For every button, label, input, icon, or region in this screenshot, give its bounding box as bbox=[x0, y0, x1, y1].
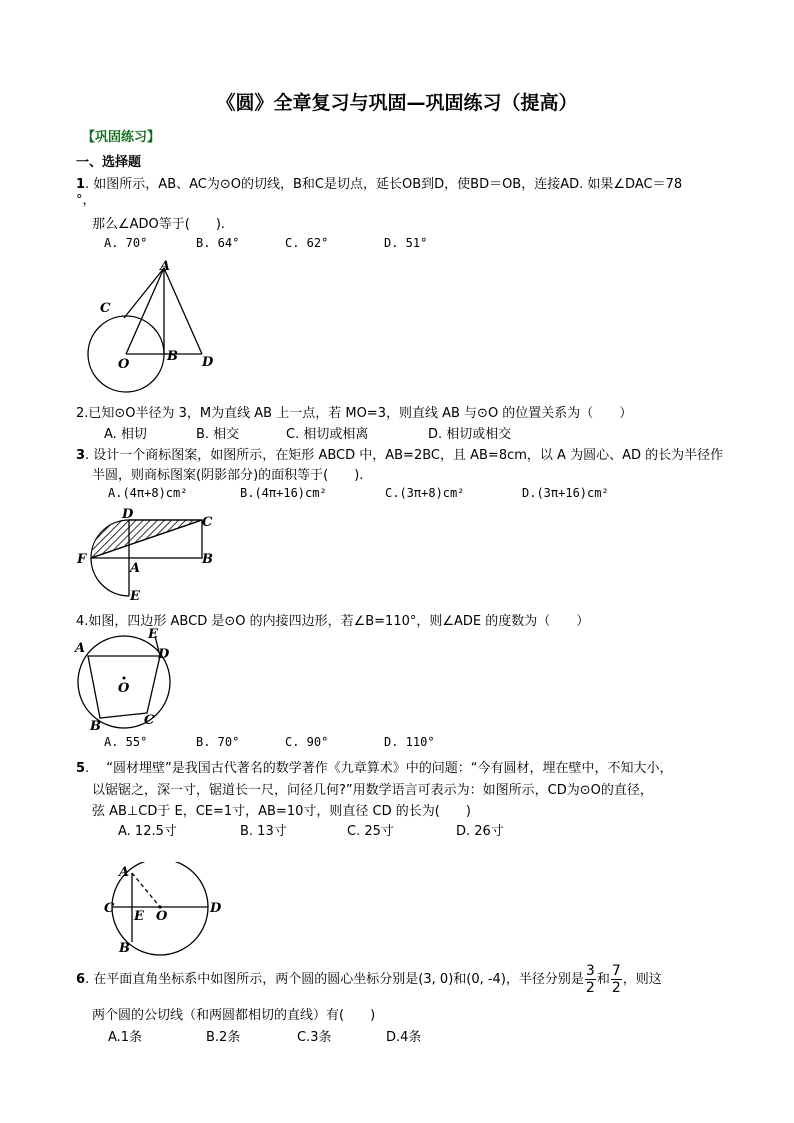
label-e: E bbox=[130, 589, 140, 604]
q6-option-c[interactable]: C.3条 bbox=[297, 1030, 332, 1045]
question-3-text: . 设计一个商标图案，如图所示，在矩形 ABCD 中，AB=2BC，且 AB=8cm，以 A 为圆心、AD 的长为半径作 bbox=[85, 448, 724, 463]
q3-option-a[interactable]: A.(4π+8)cm² bbox=[108, 486, 188, 500]
figure-5-chord-diagram bbox=[102, 862, 232, 957]
label-d: D bbox=[202, 355, 214, 370]
q5-option-a[interactable]: A. 12.5寸 bbox=[118, 824, 177, 839]
question-1-text: . 如图所示，AB、AC为⊙O的切线，B和C是切点，延长OB到D，使BD＝OB，连接AD. 如果∠DAC＝78 bbox=[85, 177, 683, 192]
label-o: O bbox=[118, 681, 130, 696]
label-c: C bbox=[144, 713, 155, 728]
figure-1-tangent-diagram bbox=[78, 258, 228, 398]
q4-option-a[interactable]: A. 55° bbox=[104, 735, 148, 749]
q2-option-c[interactable]: C. 相切或相离 bbox=[286, 427, 369, 442]
q5-option-b[interactable]: B. 13寸 bbox=[240, 824, 287, 839]
question-3-number: 3 bbox=[76, 448, 86, 463]
q3-option-d[interactable]: D.(3π+16)cm² bbox=[522, 486, 609, 500]
question-6-and: 和 bbox=[596, 972, 610, 987]
tangent-ac bbox=[124, 268, 164, 318]
q2-option-a[interactable]: A. 相切 bbox=[104, 427, 147, 442]
question-6-line-1 bbox=[76, 963, 662, 996]
label-o: O bbox=[118, 357, 130, 372]
q1-option-b[interactable]: B. 64° bbox=[196, 236, 240, 250]
label-c: C bbox=[202, 515, 213, 530]
q6-option-b[interactable]: B.2条 bbox=[206, 1030, 241, 1045]
q4-option-b[interactable]: B. 70° bbox=[196, 735, 240, 749]
label-a: A bbox=[130, 561, 141, 576]
question-3-line-2: 半圆，则商标图案(阴影部分)的面积等于( ). bbox=[92, 468, 364, 483]
label-a: A bbox=[75, 641, 86, 656]
part-heading: 一、选择题 bbox=[76, 155, 142, 170]
figure-3-logo-diagram bbox=[72, 506, 222, 606]
q5-option-c[interactable]: C. 25寸 bbox=[347, 824, 394, 839]
figure-4-cyclic-quadrilateral bbox=[72, 626, 182, 736]
question-6-number: 6 bbox=[76, 972, 86, 987]
q3-option-c[interactable]: C.(3π+8)cm² bbox=[385, 486, 465, 500]
question-1-number: 1 bbox=[76, 177, 86, 192]
semicircle-lower bbox=[91, 558, 129, 596]
q2-option-d[interactable]: D. 相切或相交 bbox=[428, 427, 512, 442]
question-5-text: . “圆材埋壁”是我国古代著名的数学著作《九章算术》中的问题：“今有圆材，埋在壁中，不知大小， bbox=[85, 761, 673, 776]
segment-ao bbox=[126, 268, 164, 354]
radius-ao-dashed bbox=[132, 873, 160, 907]
question-5-line-1 bbox=[76, 757, 673, 776]
page-title: 《圆》全章复习与巩固—巩固练习（提高） bbox=[216, 92, 578, 114]
label-b: B bbox=[119, 941, 130, 956]
label-e: E bbox=[134, 909, 144, 924]
fraction-radius-1 bbox=[585, 963, 596, 996]
question-3-line-1 bbox=[76, 444, 723, 463]
label-c: C bbox=[104, 901, 115, 916]
segment-ad bbox=[164, 268, 202, 354]
q4-option-d[interactable]: D. 110° bbox=[384, 735, 435, 749]
q2-option-b[interactable]: B. 相交 bbox=[196, 427, 240, 442]
question-6-text-end: ，则这 bbox=[622, 972, 662, 987]
label-d: D bbox=[158, 647, 170, 662]
question-6-line-2: 两个圆的公切线（和两圆都相切的直线）有( ) bbox=[92, 1008, 376, 1023]
label-d: D bbox=[210, 901, 222, 916]
q6-option-d[interactable]: D.4条 bbox=[386, 1030, 422, 1045]
fraction-2-numerator: 7 bbox=[611, 963, 621, 979]
label-o: O bbox=[156, 909, 168, 924]
label-f: F bbox=[77, 552, 87, 567]
fraction-1-numerator: 3 bbox=[585, 963, 595, 979]
label-a: A bbox=[119, 865, 130, 880]
q5-option-d[interactable]: D. 26寸 bbox=[456, 824, 504, 839]
q4-option-c[interactable]: C. 90° bbox=[285, 735, 329, 749]
question-5-line-3: 弦 AB⊥CD于 E，CE=1寸，AB=10寸，则直径 CD 的长为( ) bbox=[92, 804, 471, 819]
section-header: 【巩固练习】 bbox=[82, 130, 161, 145]
label-b: B bbox=[90, 719, 101, 734]
label-b: B bbox=[202, 552, 213, 567]
question-4-line-1: 4.如图，四边形 ABCD 是⊙O 的内接四边形，若∠B=110°，则∠ADE 的度数为（ ） bbox=[76, 614, 590, 629]
fraction-2-denominator: 2 bbox=[611, 980, 621, 996]
label-d: D bbox=[122, 507, 134, 522]
question-2-line-1: 2.已知⊙O半径为 3，M为直线 AB 上一点，若 MO=3，则直线 AB 与⊙O 的位置关系为（ ） bbox=[76, 406, 633, 421]
q3-option-b[interactable]: B.(4π+16)cm² bbox=[240, 486, 327, 500]
q6-option-a[interactable]: A.1条 bbox=[108, 1030, 143, 1045]
label-a: A bbox=[160, 259, 171, 274]
q1-option-c[interactable]: C. 62° bbox=[285, 236, 329, 250]
question-5-line-2: 以锯锯之，深一寸，锯道长一尺，问径几何?”用数学语言可表示为：如图所示，CD为⊙O的直径， bbox=[92, 783, 653, 798]
label-c: C bbox=[100, 301, 111, 316]
label-b: B bbox=[167, 349, 178, 364]
q1-option-d[interactable]: D. 51° bbox=[384, 236, 428, 250]
question-6-text: . 在平面直角坐标系中如图所示，两个圆的圆心坐标分别是(3, 0)和(0, -4)，半径分别是 bbox=[85, 972, 584, 987]
question-1-line-2: 那么∠ADO等于( ). bbox=[92, 217, 226, 232]
label-e: E bbox=[148, 627, 158, 642]
fraction-radius-2 bbox=[611, 963, 622, 996]
fraction-1-denominator: 2 bbox=[585, 980, 595, 996]
question-1-line-1 bbox=[76, 173, 682, 192]
question-1-line-1b: °， bbox=[76, 193, 96, 208]
q1-option-a[interactable]: A. 70° bbox=[104, 236, 148, 250]
question-5-number: 5 bbox=[76, 761, 86, 776]
center-point bbox=[123, 677, 126, 680]
